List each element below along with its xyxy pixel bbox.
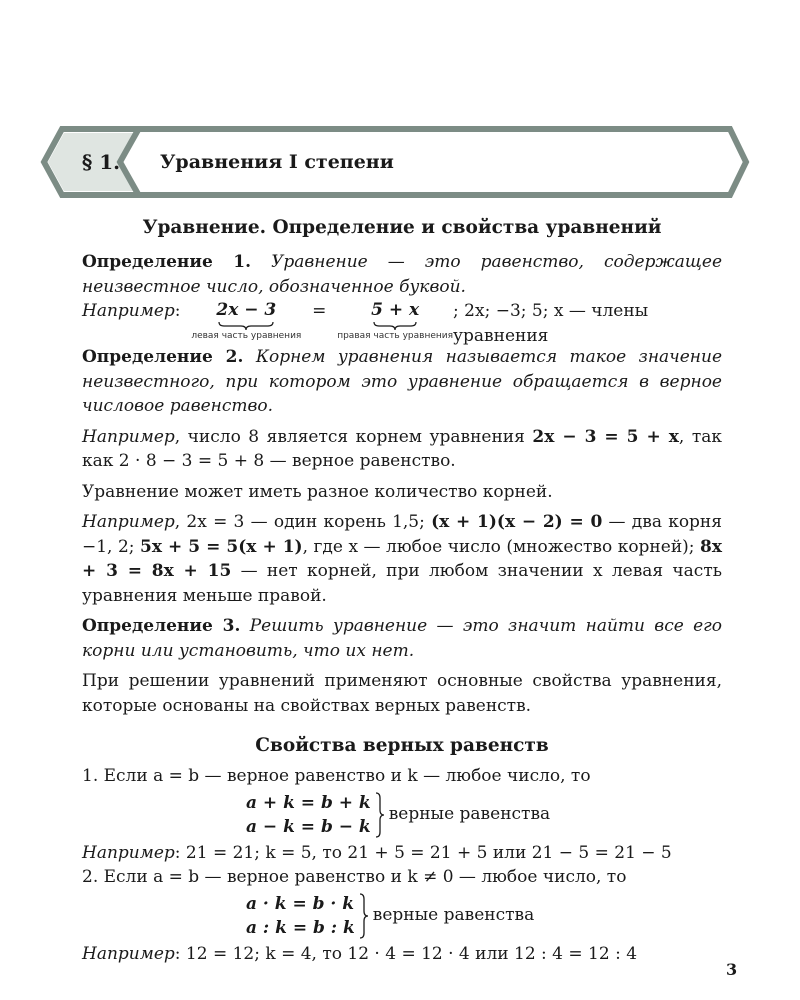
property-1-equations <box>246 791 722 839</box>
section-number: § 1. <box>81 150 121 174</box>
property-2-example <box>82 942 722 967</box>
property-1-eq-b: a − k = b − k <box>246 816 371 837</box>
example-3-eq-3: 8x + 3 = 8x + 15 <box>82 536 722 581</box>
right-brace-icon <box>359 893 369 939</box>
property-2-brace-label: верные равенства <box>372 905 535 926</box>
example-3-part-1: , 2x = 3 — один корень 1,5; <box>174 512 432 532</box>
property-1-example-label: Например <box>82 842 175 863</box>
example-2-equation: 2x − 3 = 5 + x <box>532 426 679 447</box>
property-2: 2. Если a = b — верное равенство и k ≠ 0 — любое число, то <box>82 867 627 887</box>
underbrace-icon <box>373 321 417 331</box>
example-2-label: Например <box>82 426 175 447</box>
property-2-eq-b: a : k = b : k <box>246 917 355 938</box>
section-banner <box>40 126 750 198</box>
example-2-text-b: , так как 2 · 8 − 3 = 5 + 8 — верное равенство. <box>82 426 722 471</box>
example-1-eq: = <box>312 301 327 321</box>
example-1-tail: ; 2x; −3; 5; x — члены уравнения <box>453 301 649 346</box>
underbrace-icon <box>218 321 274 331</box>
paragraph-properties: При решении уравнений применяют основные свойства уравнения, которые основаны на свойствах верных равенств. <box>82 671 722 716</box>
example-1: Например : 2x − 3 левая часть уравнения = 5 + x правая часть уравнения ; 2x; −3; 5; x — члены уравнения <box>82 299 722 345</box>
example-2-text-a: , число 8 является корнем уравнения <box>174 426 533 447</box>
property-1-example <box>82 841 722 866</box>
definition-3-label: Определение 3. <box>82 616 241 636</box>
paragraph-roots: Уравнение может иметь разное количество корней. <box>82 481 553 502</box>
example-3-eq-1: (x + 1)(x − 2) = 0 <box>431 512 603 532</box>
definition-2 <box>82 345 722 419</box>
right-brace-icon <box>375 792 385 838</box>
right-caption: правая часть уравнения <box>337 331 454 341</box>
property-2-example-label: Например <box>82 943 175 964</box>
property-1-example-text: : 21 = 21; k = 5, то 21 + 5 = 21 + 5 или 21 − 5 = 21 − 5 <box>174 842 672 863</box>
example-3-eq-2: 5x + 5 = 5(x + 1) <box>140 536 303 557</box>
example-1-label: Например <box>82 301 175 321</box>
example-3-part-4: — нет корней, при любом значении x левая часть уравнения меньше правой. <box>82 561 722 606</box>
example-3 <box>82 510 722 608</box>
example-3-part-2: — два корня −1, 2; <box>82 512 722 557</box>
property-2-equations <box>246 892 722 940</box>
banner-shape <box>40 126 750 198</box>
page-content <box>82 214 722 966</box>
property-2-eq-a: a · k = b · k <box>246 893 355 914</box>
heading-definitions: Уравнение. Определение и свойства уравнений <box>142 217 662 238</box>
example-3-label: Например <box>82 512 175 532</box>
property-1: 1. Если a = b — верное равенство и k — любое число, то <box>82 766 591 786</box>
right-side-expression <box>337 299 453 342</box>
definition-1-text: Уравнение — это равенство, содержащее неизвестное число, обозначенное буквой. <box>82 252 723 297</box>
left-side-expression <box>191 299 301 342</box>
page-number: 3 <box>726 960 738 979</box>
property-1-brace-label: верные равенства <box>388 804 551 825</box>
definition-2-text: Корнем уравнения называется такое значение неизвестного, при котором это уравнение обращается в верное числовое равенство. <box>82 347 723 416</box>
definition-1 <box>82 250 722 299</box>
example-3-part-3: , где x — любое число (множество корней); <box>302 536 701 557</box>
left-caption: левая часть уравнения <box>191 331 302 341</box>
left-expr: 2x − 3 <box>216 300 277 320</box>
section-title: Уравнения I степени <box>160 151 394 173</box>
definition-1-label: Определение 1. <box>82 252 252 272</box>
property-1-eq-a: a + k = b + k <box>246 792 371 813</box>
property-2-example-text: : 12 = 12; k = 4, то 12 · 4 = 12 · 4 или 12 : 4 = 12 : 4 <box>174 943 638 964</box>
example-2 <box>82 425 722 474</box>
definition-3-text: Решить уравнение — это значит найти все его корни или установить, что их нет. <box>82 616 722 661</box>
definition-3 <box>82 614 722 663</box>
heading-properties: Свойства верных равенств <box>255 735 549 756</box>
definition-2-label: Определение 2. <box>82 347 244 367</box>
right-expr: 5 + x <box>371 300 420 320</box>
